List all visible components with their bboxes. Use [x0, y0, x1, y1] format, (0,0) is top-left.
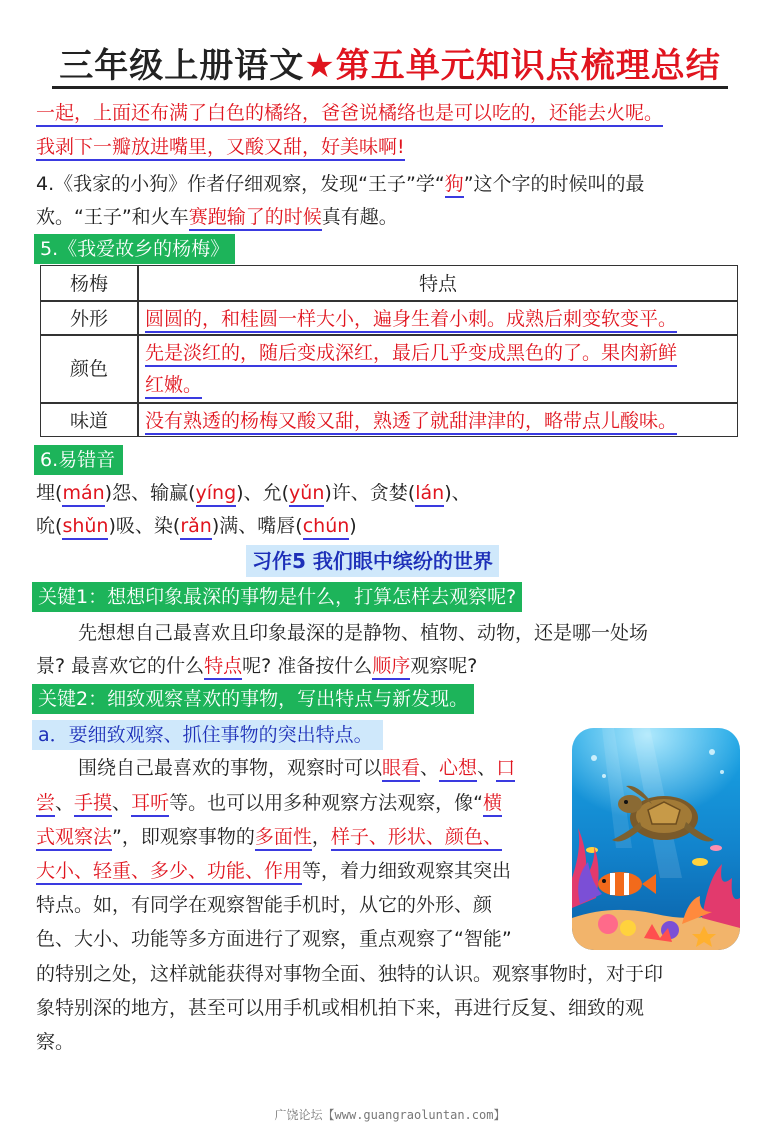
section6-heading: 6.易错音 [34, 445, 123, 475]
table-header-label: 杨梅 [69, 273, 108, 295]
title-left: 三年级上册语文 [59, 46, 305, 86]
footer-watermark: 广饶论坛【www.guangraoluntan.com】 [274, 1108, 506, 1122]
intro-line-2: 我剥下一瓣放进嘴里，又酸又甜，好美味啊! [36, 134, 405, 160]
coral-reef-turtle-illustration [572, 728, 740, 950]
table-row-label: 外形 [69, 308, 108, 330]
essay-title: 习作5 我们眼中缤纷的世界 [246, 545, 499, 577]
table-row-text: 红嫩。 [145, 372, 202, 398]
table-header-feature: 特点 [418, 273, 457, 295]
table-row-text: 先是淡红的，随后变成深红，最后几乎变成黑色的了。果肉新鲜 [145, 340, 677, 366]
key2-sub-a: a．要细致观察、抓住事物的突出特点。 [32, 720, 383, 750]
bayberry-table [40, 265, 738, 437]
para-line-5: 特点。如，有同学在观察智能手机时，从它的外形、颜 [36, 894, 493, 916]
table-row-label: 味道 [69, 410, 108, 432]
section5-heading: 5.《我爱故乡的杨梅》 [34, 234, 235, 264]
title-underline [52, 86, 728, 89]
intro-line-1: 一起，上面还布满了白色的橘络，爸爸说橘络也是可以吃的，还能去火呢。 [36, 100, 663, 126]
para-line-8: 象特别深的地方，甚至可以用手机或相机拍下来，再进行反复、细致的观 [36, 997, 645, 1019]
para-line-4: 大小、轻重、多少、功能、作用等，着力细致观察其突出 [36, 855, 511, 887]
para-line-2: 尝、手摸、耳听等。也可以用多种观察方法观察，像“横 [36, 787, 502, 819]
title-right: 第五单元知识点梳理总结 [335, 46, 721, 86]
key1-heading: 关键1：想想印象最深的事物是什么，打算怎样去观察呢? [32, 582, 522, 612]
para-line-9: 察。 [36, 1031, 75, 1053]
star-icon: ★ [304, 46, 336, 86]
page-title [0, 38, 780, 87]
key1-line1: 先想想自己最喜欢且印象最深的是静物、植物、动物，还是哪一处场 [78, 622, 649, 644]
table-row-text: 没有熟透的杨梅又酸又甜，熟透了就甜津津的，略带点儿酸味。 [145, 408, 677, 434]
key2-heading: 关键2：细致观察喜欢的事物，写出特点与新发现。 [32, 684, 474, 714]
key1-line2: 景? 最喜欢它的什么特点呢? 准备按什么顺序观察呢? [36, 650, 477, 682]
pinyin-line-2: 吮(shǔn)吸、染(rǎn)满、嘴唇(chún) [36, 513, 357, 539]
table-row-text: 圆圆的，和桂圆一样大小，遍身生着小刺。成熟后刺变软变平。 [145, 306, 677, 332]
table-row-label: 颜色 [69, 358, 108, 380]
item4-line1: 4.《我家的小狗》作者仔细观察，发现“王子”学“狗”这个字的时候叫的最 [36, 171, 645, 197]
para-line-1: 围绕自己最喜欢的事物，观察时可以眼看、心想、口 [78, 752, 515, 784]
item4-line2: 欢。“王子”和火车赛跑输了的时候真有趣。 [36, 204, 398, 230]
para-line-7: 的特别之处，这样就能获得对事物全面、独特的认识。观察事物时，对于印 [36, 963, 664, 985]
pinyin-line-1: 埋(mán)怨、输赢(yíng)、允(yǔn)许、贪婪(lán)、 [36, 480, 471, 506]
para-line-3: 式观察法”，即观察事物的多面性，样子、形状、颜色、 [36, 821, 502, 853]
para-line-6: 色、大小、功能等多方面进行了观察，重点观察了“智能” [36, 928, 512, 950]
